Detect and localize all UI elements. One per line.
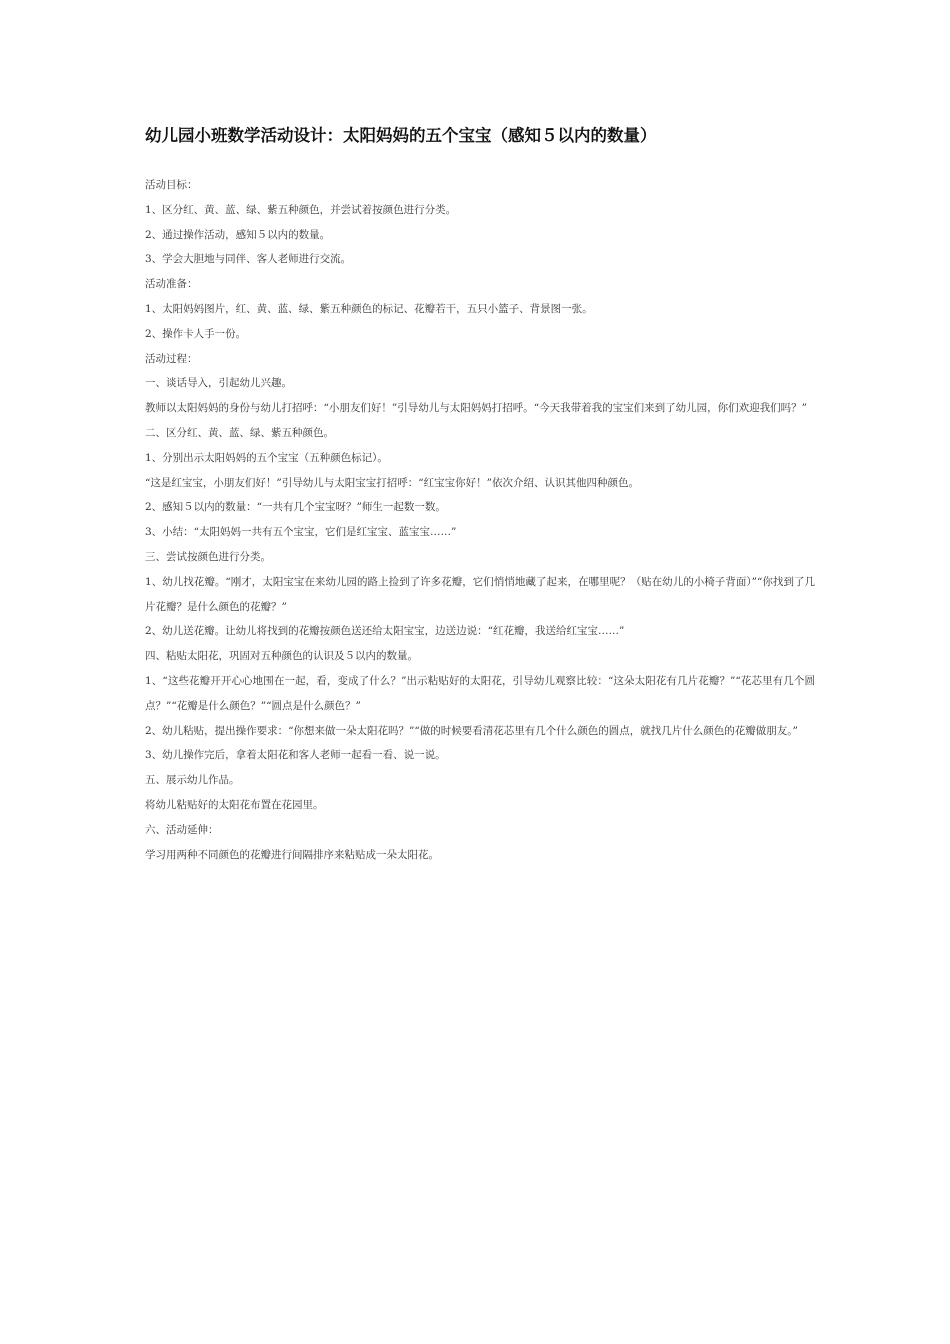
- paragraph: 1、分别出示太阳妈妈的五个宝宝（五种颜色标记）。: [145, 451, 388, 464]
- paragraph: 2、通过操作活动，感知５以内的数量。: [145, 228, 331, 241]
- paragraph: 2、操作卡人手一份。: [145, 327, 247, 340]
- paragraph: 2、幼儿送花瓣。让幼儿将找到的花瓣按颜色送还给太阳宝宝，边送边说：“红花瓣，我送给红宝宝……”: [145, 625, 625, 638]
- paragraph: 3、幼儿操作完后，拿着太阳花和客人老师一起看一看、说一说。: [145, 749, 446, 762]
- document-body: [145, 173, 815, 867]
- paragraph: 1、区分红、黄、蓝、绿、紫五种颜色，并尝试着按颜色进行分类。: [145, 203, 457, 216]
- paragraph: 教师以太阳妈妈的身份与幼儿打招呼：“小朋友们好！”引导幼儿与太阳妈妈打招呼。“今天我带着我的宝宝们来到了幼儿园，你们欢迎我们吗？”: [145, 402, 807, 415]
- paragraph: 二、区分红、黄、蓝、绿、紫五种颜色。: [145, 426, 334, 439]
- paragraph: 一、谈话导入，引起幼儿兴趣。: [145, 377, 292, 390]
- paragraph: 将幼儿粘贴好的太阳花布置在花园里。: [145, 798, 324, 811]
- paragraph: “这是红宝宝，小朋友们好！”引导幼儿与太阳宝宝打招呼：“红宝宝你好！”依次介绍、认识其他四种颜色。: [145, 476, 639, 489]
- paragraph: 2、感知５以内的数量：“一共有几个宝宝呀？”师生一起数一数。: [145, 501, 446, 514]
- paragraph: 2、幼儿粘贴，提出操作要求：“你想来做一朵太阳花吗？”“做的时候要看清花芯里有几个什么颜色的圆点，就找几片什么颜色的花瓣做朋友。”: [145, 724, 798, 737]
- paragraph: 六、活动延伸：: [145, 823, 219, 836]
- paragraph: 活动目标：: [145, 179, 198, 191]
- paragraph: 学习用两种不同颜色的花瓣进行间隔排序来粘贴成一朵太阳花。: [145, 848, 439, 861]
- paragraph: 1、太阳妈妈图片，红、黄、蓝、绿、紫五种颜色的标记、花瓣若干，五只小篮子、背景图一张。: [145, 302, 593, 315]
- paragraph: 活动过程：: [145, 352, 198, 365]
- paragraph: 活动准备：: [145, 278, 198, 291]
- paragraph: 3、小结：“太阳妈妈一共有五个宝宝，它们是红宝宝、蓝宝宝……”: [145, 526, 457, 539]
- paragraph: 1、“这些花瓣开开心心地围在一起，看，变成了什么？”出示粘贴好的太阳花，引导幼儿观察比较：“这朵太阳花有几片花瓣？”“花芯里有几个圆点？”“花瓣是什么颜色？”“圆点是什么颜色？”: [145, 674, 815, 712]
- paragraph: 五、展示幼儿作品。: [145, 774, 240, 787]
- paragraph: 四、粘贴太阳花，巩固对五种颜色的认识及５以内的数量。: [145, 650, 418, 663]
- document-page: [145, 125, 815, 867]
- paragraph: 三、尝试按颜色进行分类。: [145, 550, 271, 563]
- document-title: 幼儿园小班数学活动设计：太阳妈妈的五个宝宝（感知５以内的数量）: [145, 126, 657, 145]
- paragraph: 1、幼儿找花瓣。“刚才，太阳宝宝在来幼儿园的路上捡到了许多花瓣，它们悄悄地藏了起来，在哪里呢？（贴在幼儿的小椅子背面）”“你找到了几片花瓣？是什么颜色的花瓣？”: [145, 575, 815, 613]
- paragraph: 3、学会大胆地与同伴、客人老师进行交流。: [145, 253, 352, 266]
